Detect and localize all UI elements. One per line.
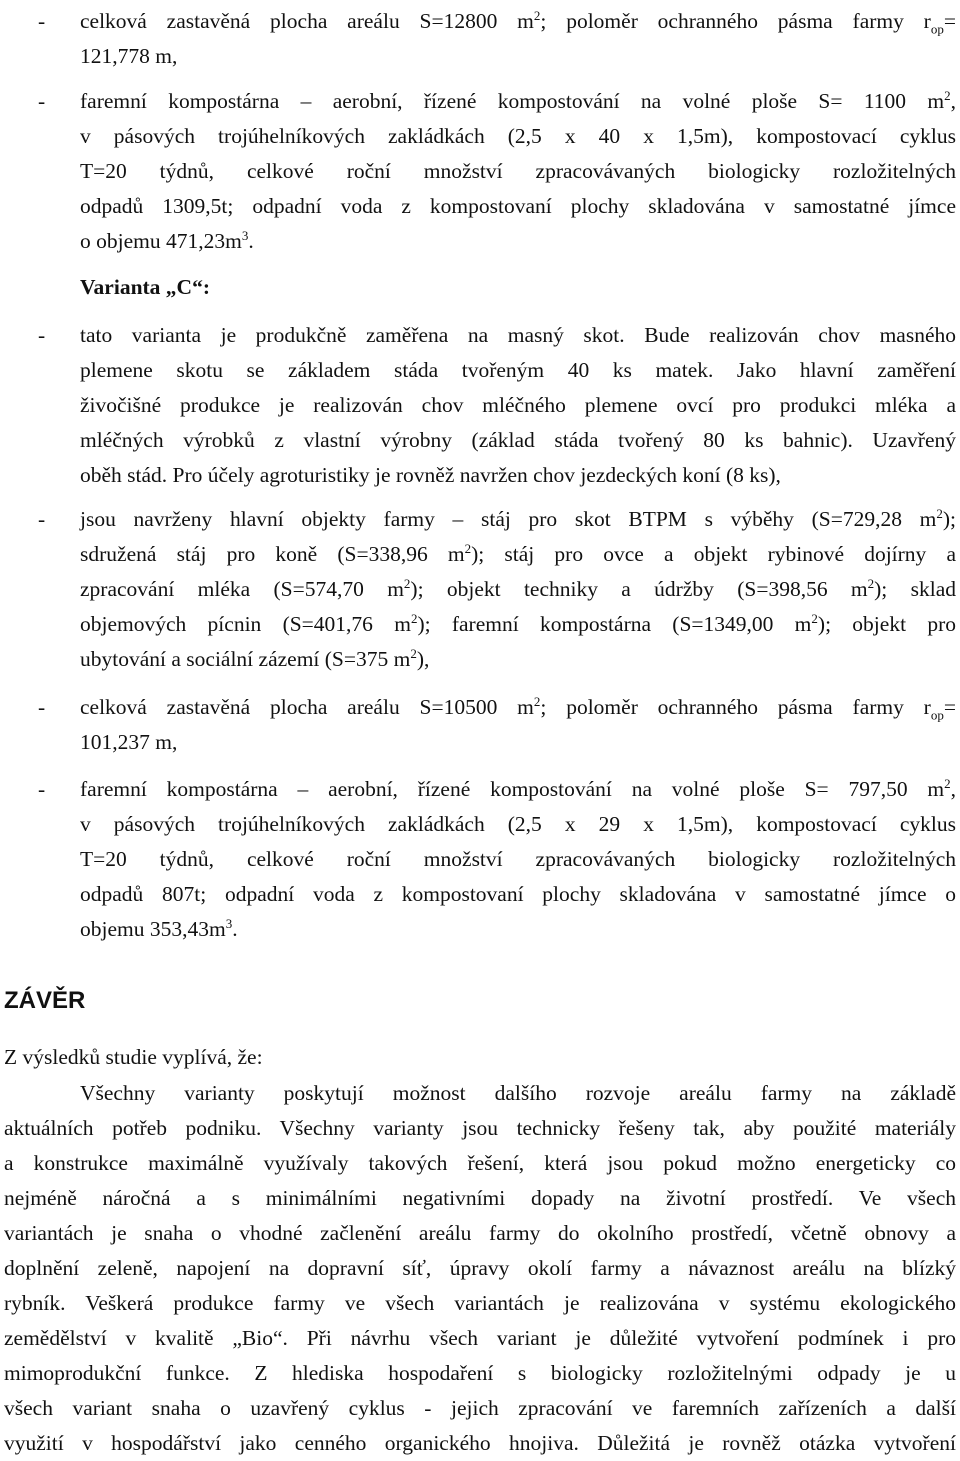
- text-line: jsou navrženy hlavní objekty farmy – stáj pro skot BTPM s výběhy (S=729,28 $m^2$);: [80, 505, 956, 531]
- list-item-text: [80, 502, 956, 677]
- list-dash: -: [38, 89, 46, 113]
- text-line: živočišné produkce je realizován chov mléčného plemene ovcí pro produkci mléka a: [80, 393, 956, 417]
- text-line: T=20 týdnů, celkové roční množství zpracovávaných biologicky rozložitelných: [80, 159, 956, 183]
- text-line: objemu $353,43m^3$.: [80, 915, 238, 941]
- text-line: mléčných výrobků z vlastní výrobny (základ stáda tvořený 80 ks bahnic). Uzavřený: [80, 428, 956, 452]
- text-line: T=20 týdnů, celkové roční množství zpracovávaných biologicky rozložitelných: [80, 847, 956, 871]
- list-item-text: [80, 690, 956, 760]
- list-dash: -: [38, 507, 46, 531]
- list-item-text: [80, 318, 956, 493]
- text-line: a konstrukce maximálně využívaly takových řešení, která jsou pokud možno energeticky co: [4, 1151, 956, 1175]
- text-line: využití v hospodářství jako cenného organického hnojiva. Důležitá je rovněž otázka vytvoření: [4, 1431, 956, 1455]
- conclusion-heading: ZÁVĚR: [4, 987, 86, 1014]
- list-dash: -: [38, 695, 46, 719]
- text-line: celková zastavěná plocha areálu S=12800 $m^2$; poloměr ochranného pásma farmy $r_{op}=$: [80, 7, 956, 37]
- list-dash: -: [38, 777, 46, 801]
- text-line: v pásových trojúhelníkových zakládkách (2,5 x 29 x 1,5m), kompostovací cyklus: [80, 812, 956, 836]
- text-line: zpracování mléka (S=574,70 $m^2$); objekt techniky a údržby (S=398,56 $m^2$); sklad: [80, 575, 956, 601]
- text-line: Všechny varianty poskytují možnost dalšího rozvoje areálu farmy na základě: [80, 1081, 956, 1105]
- list-dash: -: [38, 9, 46, 33]
- text-line: nejméně náročná a s minimálními negativními dopady na životní prostředí. Ve všech: [4, 1186, 956, 1210]
- list-item-variant-c-focus: [0, 318, 956, 493]
- list-item-built-area-c: [0, 690, 956, 760]
- text-line: 121,778 m,: [80, 44, 178, 68]
- text-line: ubytování a sociální zázemí (S=375 $m^2$),: [80, 645, 430, 671]
- text-line: variantách je snaha o vhodné začlenění areálu farmy do okolního prostředí, včetně obnovy a: [4, 1221, 956, 1245]
- list-item-text: [80, 4, 956, 74]
- text-line: objemových pícnin (S=401,76 $m^2$); faremní kompostárna (S=1349,00 $m^2$); objekt pro: [80, 610, 956, 636]
- text-line: o objemu $471,23m^3$.: [80, 227, 254, 253]
- conclusion-paragraph: [4, 1076, 956, 1461]
- text-line: plemene skotu se základem stáda tvořeným 40 ks matek. Jako hlavní zaměření: [80, 358, 956, 382]
- text-line: zemědělství v kvalitě „Bio“. Při návrhu všech variant je důležité vytvoření podmínek i pro: [4, 1326, 956, 1350]
- conclusion-intro: Z výsledků studie vyplívá, že:: [4, 1045, 263, 1069]
- text-line: celková zastavěná plocha areálu S=10500 $m^2$; poloměr ochranného pásma farmy $r_{op}=$: [80, 693, 956, 723]
- text-line: mimoprodukční funkce. Z hlediska hospodaření s biologicky rozložitelnými odpady je u: [4, 1361, 956, 1385]
- list-item-variant-c-objects: [0, 502, 956, 677]
- list-item-text: [80, 772, 956, 947]
- text-line: v pásových trojúhelníkových zakládkách (2,5 x 40 x 1,5m), kompostovací cyklus: [80, 124, 956, 148]
- list-item-built-area-b: [0, 4, 956, 74]
- text-line: tato varianta je produkčně zaměřena na masný skot. Bude realizován chov masného: [80, 323, 956, 347]
- list-item-text: [80, 84, 956, 259]
- text-line: oběh stád. Pro účely agroturistiky je rovněž navržen chov jezdeckých koní (8 ks),: [80, 463, 781, 487]
- text-line: rybník. Veškerá produkce farmy ve všech variantách je realizována v systému ekologického: [4, 1291, 956, 1315]
- text-line: 101,237 m,: [80, 730, 178, 754]
- text-line: doplnění zeleně, napojení na dopravní síť, úpravy okolí farmy a návaznost areálu na blízký: [4, 1256, 956, 1280]
- list-item-compost-b: [0, 84, 956, 259]
- list-dash: -: [38, 323, 46, 347]
- text-line: odpadů 807t; odpadní voda z kompostovaní plochy skladována v samostatné jímce o: [80, 882, 956, 906]
- variant-c-heading: Varianta „C“:: [80, 275, 210, 299]
- text-line: faremní kompostárna – aerobní, řízené kompostování na volné ploše S= 797,50 $m^2$,: [80, 775, 956, 801]
- list-item-compost-c: [0, 772, 956, 947]
- text-line: aktuálních potřeb podniku. Všechny varianty jsou technicky řešeny tak, aby použité materiály: [4, 1116, 956, 1140]
- text-line: sdružená stáj pro koně (S=338,96 $m^2$); stáj pro ovce a objekt rybinové dojírny a: [80, 540, 957, 566]
- text-line: odpadů 1309,5t; odpadní voda z kompostovaní plochy skladována v samostatné jímce: [80, 194, 956, 218]
- text-line: všech variant snaha o uzavřený cyklus - jejich zpracování ve faremních zařízeních a další: [4, 1396, 956, 1420]
- text-line: faremní kompostárna – aerobní, řízené kompostování na volné ploše S= 1100 $m^2$,: [80, 87, 956, 113]
